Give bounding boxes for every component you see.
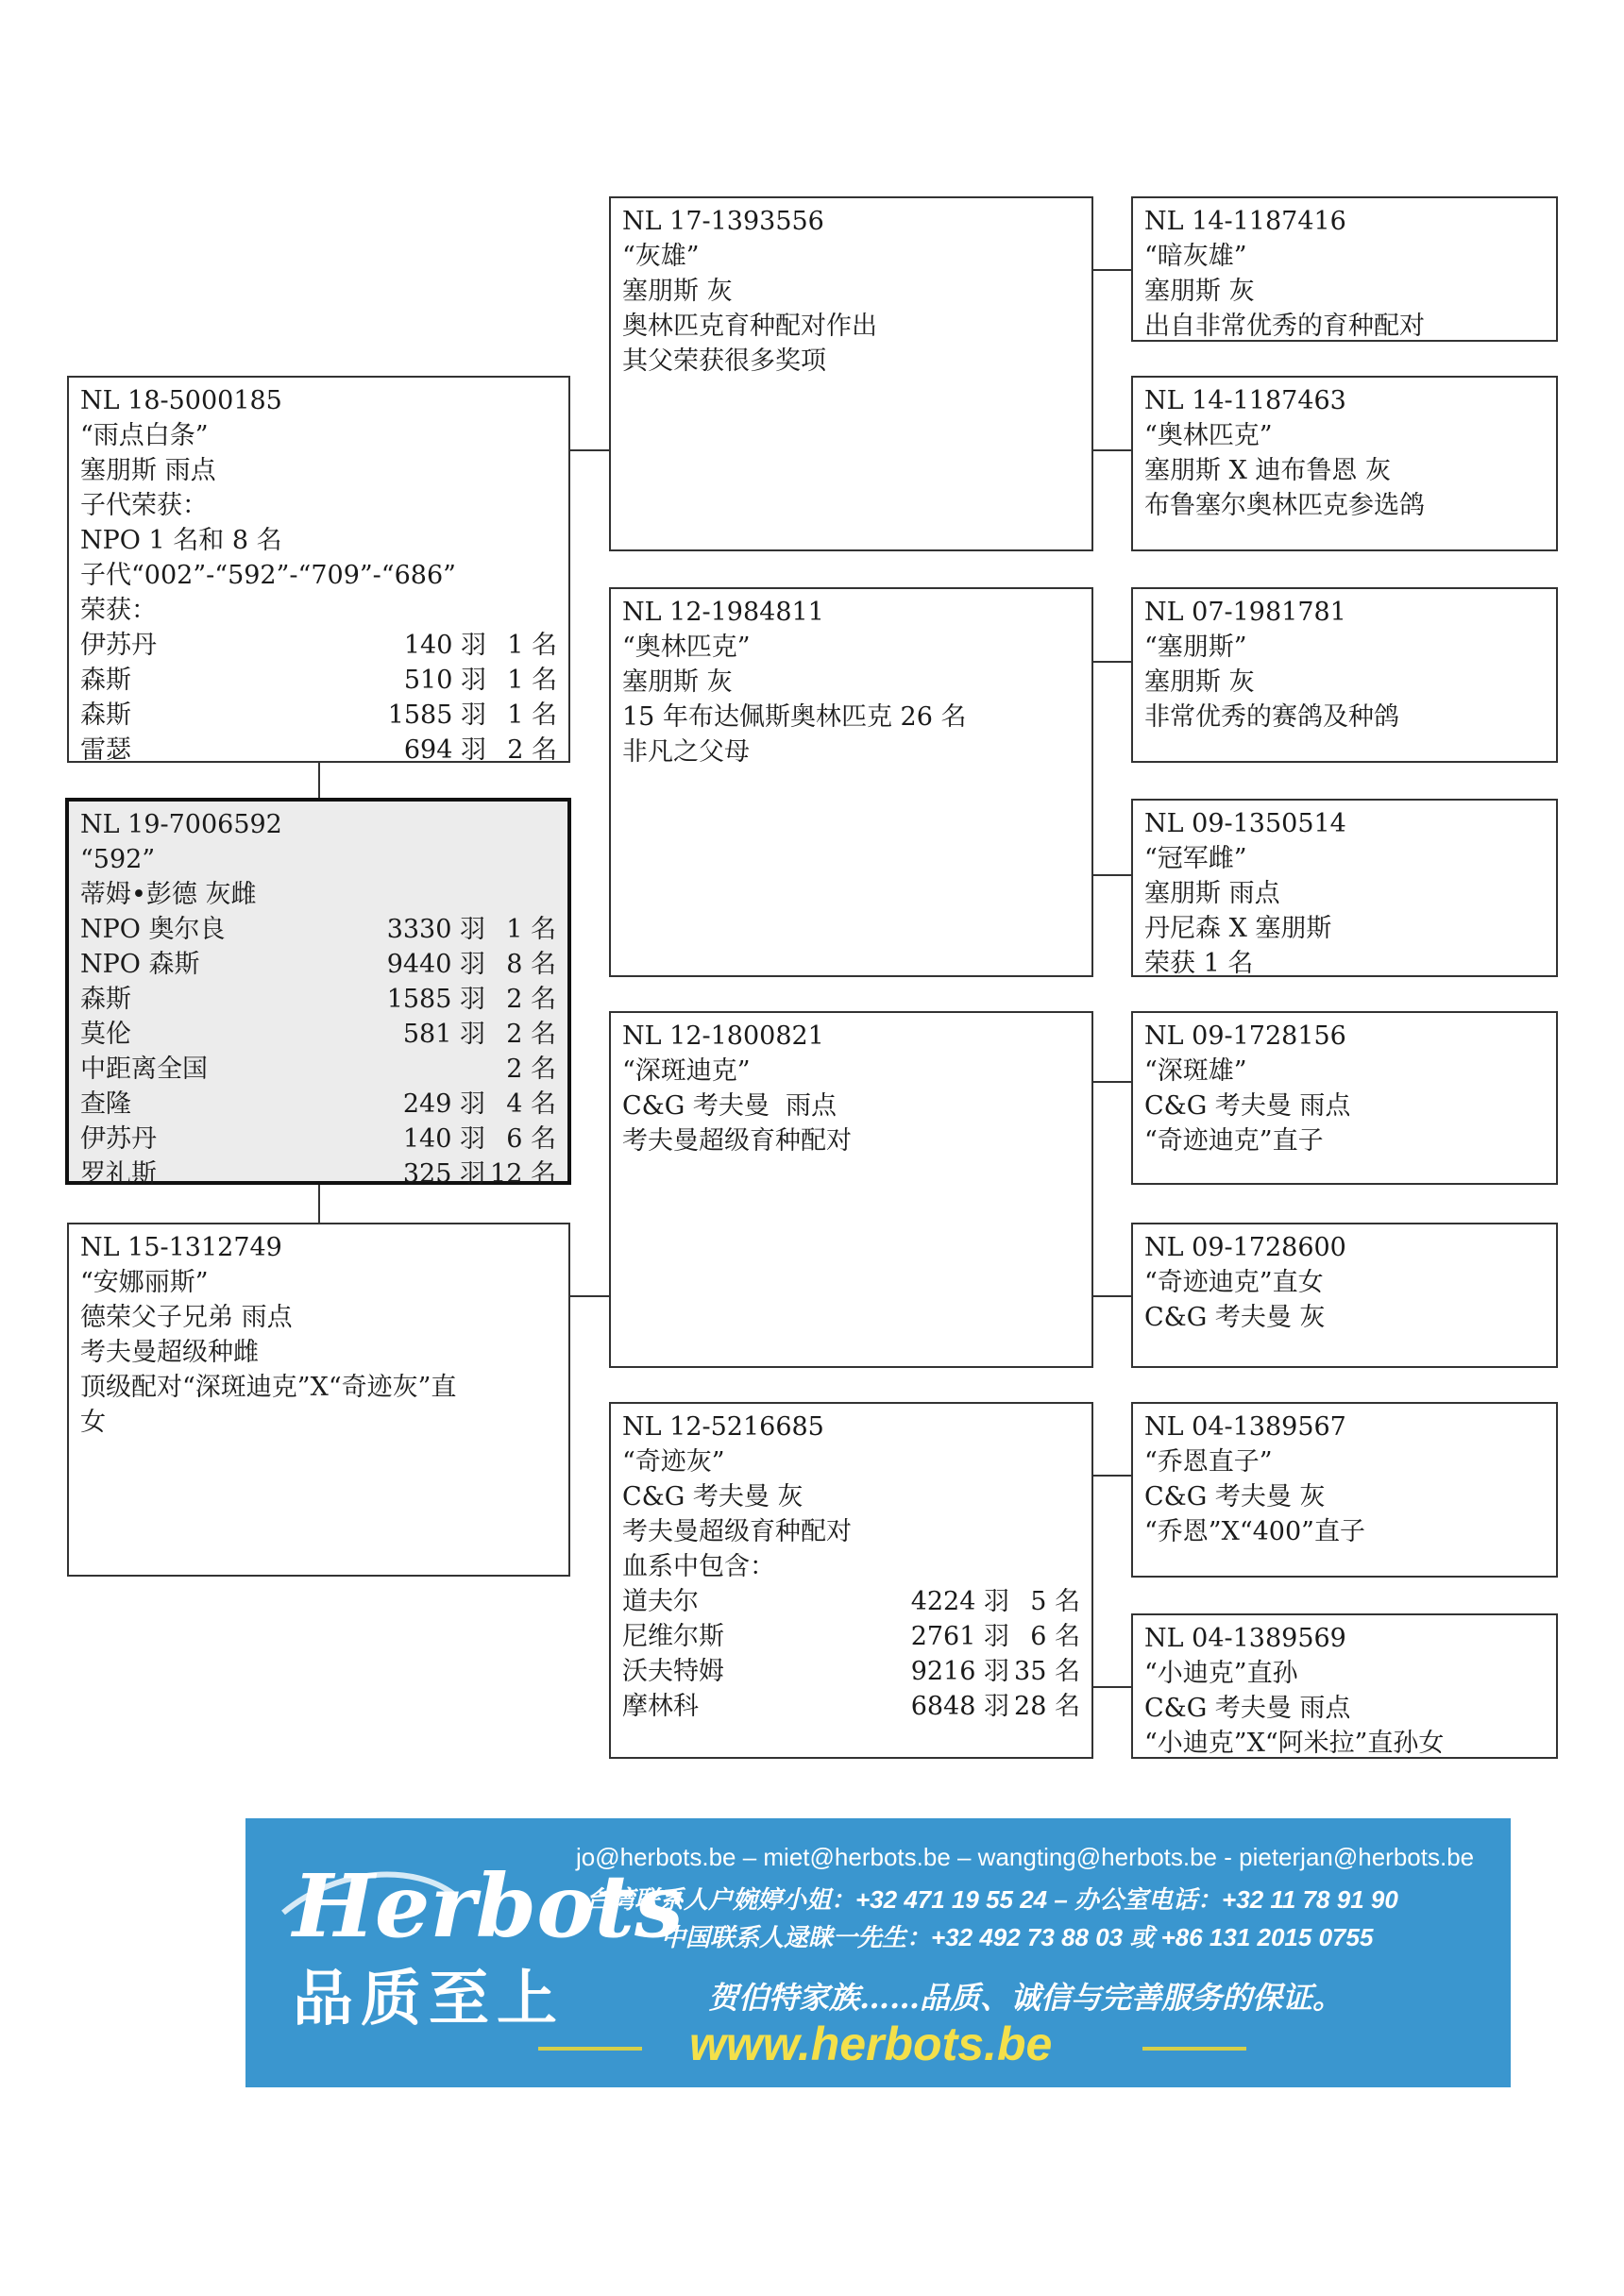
result-row: [80, 912, 556, 947]
connector-line: [1093, 1686, 1131, 1688]
card-line: 塞朋斯 雨点: [1144, 879, 1280, 908]
card-line: C&G 考夫曼 灰: [1144, 1482, 1326, 1511]
card-line: “奥林匹克”: [1144, 421, 1273, 450]
card-line: NL 14-1187463: [1144, 386, 1346, 415]
race-name: 查隆: [80, 1089, 131, 1119]
card-line: 塞朋斯 灰: [1144, 277, 1255, 306]
card-line: “奇迹迪克”直女: [1144, 1268, 1324, 1297]
result-row: [80, 1017, 556, 1052]
card-line: C&G 考夫曼 雨点: [622, 1091, 837, 1121]
slogan: 品质至上: [293, 1964, 565, 2034]
card-line: 塞朋斯 雨点: [80, 456, 216, 485]
card-line: “安娜丽斯”: [80, 1268, 209, 1297]
placing: 1 名: [507, 631, 557, 660]
card-line: NL 09-1350514: [1144, 809, 1346, 838]
race-name: 森斯: [80, 701, 131, 730]
card-line: “奇迹迪克”直子: [1144, 1126, 1324, 1156]
connector-line: [570, 1295, 609, 1297]
card-line: 奥林匹克育种配对作出: [622, 312, 877, 341]
connector-line: [1093, 1081, 1131, 1083]
card-line: 荣获 1 名: [1144, 949, 1254, 978]
result-row: [80, 1052, 556, 1087]
bird-count: 9216 羽: [910, 1657, 1009, 1686]
card-line: NL 17-1393556: [622, 207, 824, 236]
card-line: “小迪克”X“阿米拉”直孙女: [1144, 1729, 1445, 1758]
great-grandparent-card: [1131, 1402, 1558, 1578]
card-line: NL 14-1187416: [1144, 207, 1346, 236]
bird-count: [353, 1052, 485, 1087]
placing: 4 名: [506, 1089, 556, 1119]
result-row: [80, 1087, 556, 1122]
race-name: 罗礼斯: [80, 1159, 157, 1189]
bird-count: 249 羽: [402, 1089, 485, 1119]
placing: 5 名: [1030, 1587, 1080, 1616]
card-line: NL 04-1389567: [1144, 1412, 1346, 1442]
race-name: NPO 奥尔良: [80, 915, 226, 944]
card-line: “冠军雌”: [1144, 844, 1247, 873]
card-line: 荣获：: [80, 596, 157, 625]
card-line: C&G 考夫曼 灰: [1144, 1303, 1326, 1332]
bird-count: 140 羽: [403, 631, 486, 660]
placing: 2 名: [506, 1055, 556, 1084]
result-row: [622, 1619, 1080, 1654]
card-line: NL 12-5216685: [622, 1412, 824, 1442]
bird-count: 694 羽: [403, 735, 486, 765]
placing: 12 名: [490, 1159, 556, 1189]
result-row: [80, 698, 557, 733]
china-contact: 中国联系人逯睐一先生：+32 492 73 88 03 或 +86 131 2015 0755: [661, 1923, 1374, 1951]
card-line: 考夫曼超级育种配对: [622, 1517, 852, 1546]
card-line: “乔恩”X“400”直子: [1144, 1517, 1365, 1546]
bird-count: 1585 羽: [386, 985, 485, 1014]
card-line: NL 07-1981781: [1144, 598, 1346, 627]
connector-line: [1093, 269, 1131, 271]
bird-count: 325 羽: [402, 1159, 485, 1189]
card-line: C&G 考夫曼 雨点: [1144, 1091, 1351, 1121]
email-addresses: jo@herbots.be – miet@herbots.be – wangting@herbots.be - pieterjan@herbots.be: [576, 1843, 1475, 1871]
decor-bar-right: [1142, 2047, 1246, 2051]
race-name: 森斯: [80, 666, 131, 695]
grandparent-card: [609, 1402, 1093, 1759]
card-line: 其父荣获很多奖项: [622, 346, 826, 376]
card-line: 非常优秀的赛鸽及种鸽: [1144, 702, 1399, 732]
placing: 1 名: [507, 666, 557, 695]
card-line: 子代荣获：: [80, 491, 208, 520]
card-line: NL 18-5000185: [80, 386, 282, 415]
bird-count: 9440 羽: [386, 950, 485, 979]
card-line: 塞朋斯 灰: [622, 667, 733, 697]
bird-count: 3330 羽: [386, 915, 485, 944]
connector-line: [318, 1185, 320, 1223]
placing: 1 名: [506, 915, 556, 944]
subject-card: [65, 798, 571, 1189]
bird-count: 6848 羽: [910, 1692, 1009, 1721]
card-line: NL 19-7006592: [80, 810, 282, 839]
card-line: C&G 考夫曼 灰: [622, 1482, 804, 1511]
connector-line: [318, 763, 320, 798]
result-row: [622, 1654, 1080, 1689]
card-line: “雨点白条”: [80, 421, 209, 450]
card-line: “奥林匹克”: [622, 633, 751, 662]
race-name: 伊苏丹: [80, 631, 157, 660]
website-link[interactable]: www.herbots.be: [689, 2017, 1053, 2070]
card-line: 考夫曼超级育种配对: [622, 1126, 852, 1156]
result-row: [80, 947, 556, 982]
great-grandparent-card: [1131, 196, 1558, 342]
race-name: 尼维尔斯: [622, 1622, 724, 1651]
placing: 28 名: [1014, 1692, 1080, 1721]
result-row: [80, 628, 557, 663]
grandparent-card: [609, 587, 1093, 977]
card-line: 女: [80, 1408, 106, 1437]
connector-line: [1093, 874, 1131, 876]
card-line: “小迪克”直孙: [1144, 1659, 1298, 1688]
card-line: 塞朋斯 灰: [622, 277, 733, 306]
taiwan-contact: 台湾联系人户婉婷小姐：+32 471 19 55 24 – 办公室电话：+32 11 78 91 90: [585, 1885, 1398, 1914]
card-line: 非凡之父母: [622, 737, 750, 767]
result-row: [80, 663, 557, 698]
race-name: 沃夫特姆: [622, 1657, 724, 1686]
great-grandparent-card: [1131, 1223, 1558, 1368]
card-line: NL 15-1312749: [80, 1233, 282, 1262]
card-line: “灰雄”: [622, 242, 700, 271]
great-grandparent-card: [1131, 587, 1558, 763]
race-name: 摩林科: [622, 1692, 699, 1721]
sire-card: [67, 376, 570, 763]
great-grandparent-card: [1131, 1613, 1558, 1759]
placing: 6 名: [506, 1124, 556, 1154]
grandparent-card: [609, 196, 1093, 551]
great-grandparent-card: [1131, 376, 1558, 551]
card-line: 出自非常优秀的育种配对: [1144, 312, 1425, 341]
connector-line: [1093, 449, 1131, 451]
placing: 2 名: [506, 985, 556, 1014]
bird-count: 4224 羽: [910, 1587, 1009, 1616]
bird-count: 140 羽: [402, 1124, 485, 1154]
great-grandparent-card: [1131, 1011, 1558, 1185]
race-name: 莫伦: [80, 1020, 131, 1049]
card-line: 子代“002”-“592”-“709”-“686”: [80, 561, 456, 590]
result-row: [80, 1122, 556, 1156]
card-line: C&G 考夫曼 雨点: [1144, 1694, 1351, 1723]
card-line: 德荣父子兄弟 雨点: [80, 1303, 293, 1332]
card-line: 塞朋斯 X 迪布鲁恩 灰: [1144, 456, 1391, 485]
placing: 8 名: [506, 950, 556, 979]
placing: 2 名: [506, 1020, 556, 1049]
card-line: “深斑迪克”: [622, 1056, 751, 1086]
dam-card: [67, 1223, 570, 1577]
result-row: [80, 982, 556, 1017]
placing: 6 名: [1030, 1622, 1080, 1651]
card-line: 顶级配对“深斑迪克”X“奇迹灰”直: [80, 1373, 457, 1402]
great-grandparent-card: [1131, 799, 1558, 977]
logo-text: Herbots: [293, 1855, 684, 1957]
connector-line: [1093, 1295, 1131, 1297]
card-line: “乔恩直子”: [1144, 1447, 1273, 1477]
card-line: NL 09-1728600: [1144, 1233, 1346, 1262]
card-line: 考夫曼超级种雌: [80, 1338, 259, 1367]
card-line: “奇迹灰”: [622, 1447, 725, 1477]
card-line: 丹尼森 X 塞朋斯: [1144, 914, 1332, 943]
grandparent-card: [609, 1011, 1093, 1368]
card-line: “592”: [80, 845, 156, 874]
race-name: 雷瑟: [80, 735, 131, 765]
bird-count: 1585 羽: [387, 701, 486, 730]
decor-bar-left: [538, 2047, 642, 2051]
card-line: NL 09-1728156: [1144, 1021, 1346, 1051]
card-line: NL 04-1389569: [1144, 1624, 1346, 1653]
bird-count: 581 羽: [402, 1020, 485, 1049]
card-line: 塞朋斯 灰: [1144, 667, 1255, 697]
card-line: 15 年布达佩斯奥林匹克 26 名: [622, 702, 967, 732]
card-line: NPO 1 名和 8 名: [80, 526, 282, 555]
card-line: 蒂姆•彭德 灰雌: [80, 880, 257, 909]
card-line: “塞朋斯”: [1144, 633, 1247, 662]
race-name: 道夫尔: [622, 1587, 699, 1616]
bird-count: 2761 羽: [910, 1622, 1009, 1651]
card-line: NL 12-1984811: [622, 598, 824, 627]
race-name: 伊苏丹: [80, 1124, 157, 1154]
card-line: 布鲁塞尔奥林匹克参选鸽: [1144, 491, 1425, 520]
motto: 贺伯特家族……品质、诚信与完善服务的保证。: [708, 1980, 1344, 2016]
bird-count: 510 羽: [403, 666, 486, 695]
placing: 2 名: [507, 735, 557, 765]
card-line: “深斑雄”: [1144, 1056, 1247, 1086]
card-line: “暗灰雄”: [1144, 242, 1247, 271]
result-row: [622, 1689, 1080, 1724]
connector-line: [570, 449, 609, 451]
connector-line: [1093, 661, 1131, 663]
race-name: NPO 森斯: [80, 950, 200, 979]
card-line: 血系中包含：: [622, 1552, 775, 1581]
placing: 35 名: [1014, 1657, 1080, 1686]
race-name: 森斯: [80, 985, 131, 1014]
race-name: 中距离全国: [80, 1055, 208, 1084]
herbots-banner: [245, 1818, 1511, 2087]
connector-line: [1093, 1475, 1131, 1477]
card-line: NL 12-1800821: [622, 1021, 824, 1051]
placing: 1 名: [507, 701, 557, 730]
result-row: [622, 1584, 1080, 1619]
